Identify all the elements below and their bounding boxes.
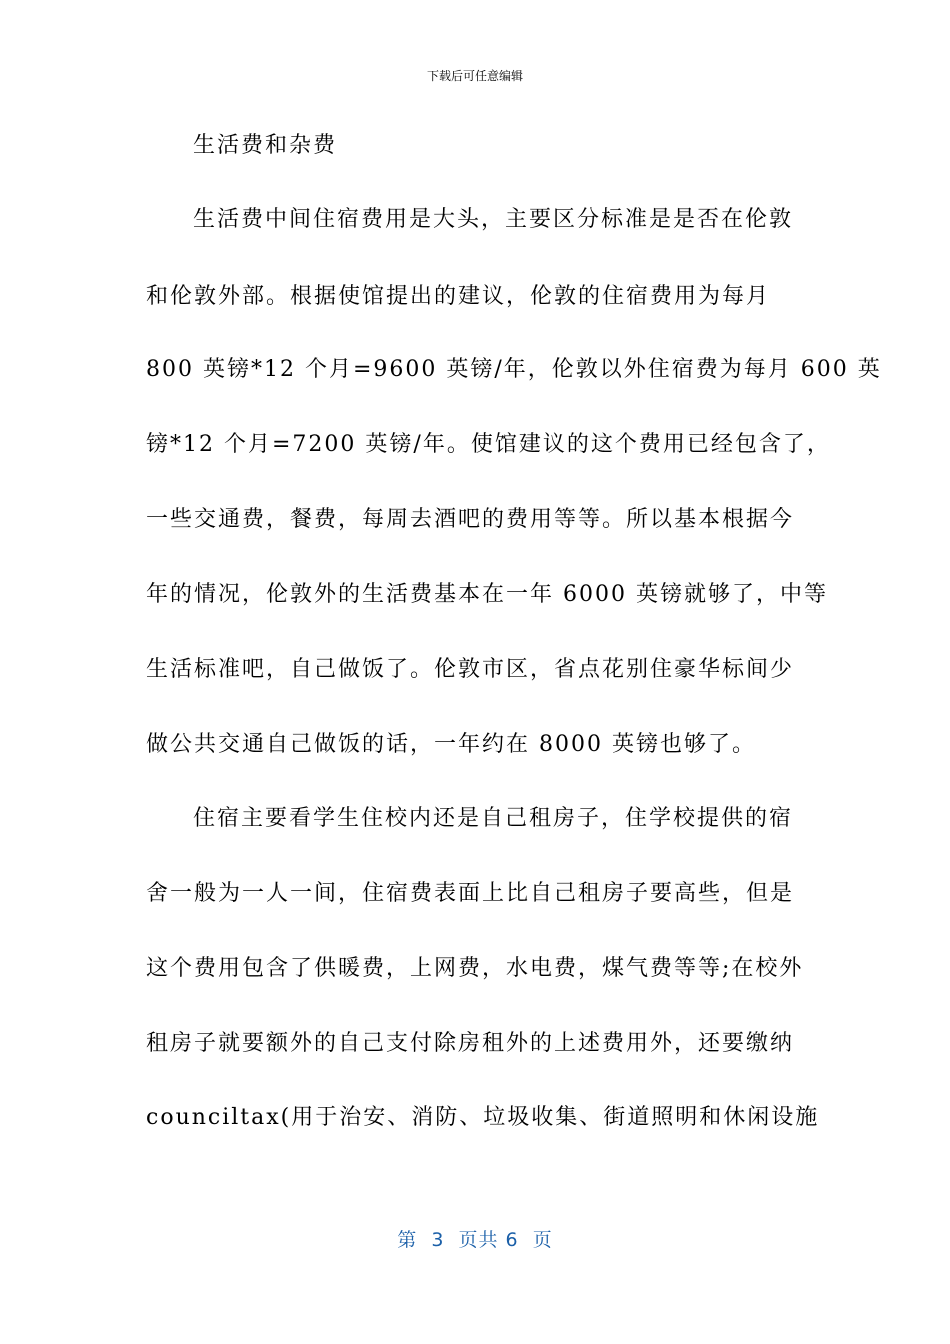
paragraph-line: 租房子就要额外的自己支付除房租外的上述费用外，还要缴纳 bbox=[146, 1031, 795, 1056]
paragraph-line: 生活标准吧，自己做饭了。伦敦市区，省点花别住豪华标间少 bbox=[146, 657, 795, 682]
page-header: 下载后可任意编辑 bbox=[426, 69, 523, 83]
paragraph-line: 舍一般为一人一间，住宿费表面上比自己租房子要高些，但是 bbox=[146, 881, 795, 906]
paragraph-line: 和伦敦外部。根据使馆提出的建议，伦敦的住宿费用为每月 bbox=[146, 284, 771, 309]
paragraph-line: 做公共交通自己做饭的话，一年约在 8000 英镑也够了。 bbox=[146, 732, 756, 757]
paragraph-line: 生活费中间住宿费用是大头，主要区分标准是是否在伦敦 bbox=[193, 207, 794, 232]
paragraph-line: 住宿主要看学生住校内还是自己租房子，住学校提供的宿 bbox=[193, 806, 794, 831]
paragraph-line: 800 英镑*12 个月=9600 英镑/年，伦敦以外住宿费为每月 600 英 bbox=[146, 357, 882, 382]
paragraph-line: 镑*12 个月=7200 英镑/年。使馆建议的这个费用已经包含了， bbox=[146, 432, 831, 457]
section-heading: 生活费和杂费 bbox=[193, 133, 338, 158]
paragraph-line: 这个费用包含了供暖费，上网费，水电费，煤气费等等;在校外 bbox=[146, 956, 804, 981]
page-number-footer: 第 3 页共 6 页 bbox=[397, 1229, 553, 1251]
paragraph-line: 一些交通费，餐费，每周去酒吧的费用等等。所以基本根据今 bbox=[146, 507, 795, 532]
paragraph-line: counciltax(用于治安、消防、垃圾收集、街道照明和休闲设施 bbox=[146, 1105, 820, 1130]
paragraph-line: 年的情况，伦敦外的生活费基本在一年 6000 英镑就够了，中等 bbox=[146, 582, 828, 607]
